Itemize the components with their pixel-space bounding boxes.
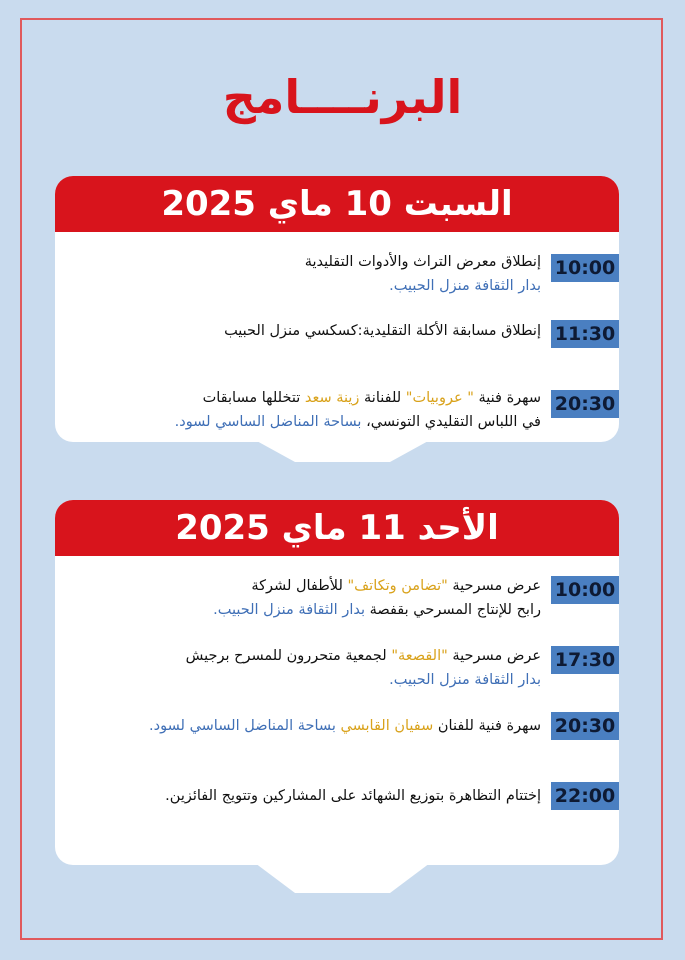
event-time: 20:30	[551, 390, 619, 418]
event-mid: للفنانة	[364, 390, 402, 406]
event-pre: عرض مسرحية	[452, 648, 541, 664]
event-line2: في اللباس التقليدي التونسي،	[366, 414, 541, 430]
day-header: الأحد 11 ماي 2025	[55, 500, 619, 556]
event-title: إختتام التظاهرة بتوزيع الشهائد على المشاركين وتتويج الفائزين.	[165, 788, 541, 804]
event-venue: بساحة المناضل الساسي لسود.	[149, 718, 336, 734]
event-row	[55, 390, 619, 440]
event-row	[55, 646, 619, 696]
event-row	[55, 712, 619, 742]
event-line2: رابح للإنتاج المسرحي بقفصة	[369, 602, 541, 618]
event-description	[71, 574, 541, 622]
event-post: تتخللها مسابقات	[202, 390, 301, 406]
day-card-saturday	[55, 176, 619, 442]
event-description	[71, 386, 541, 434]
card-notch	[255, 863, 430, 893]
event-post: لجمعية متحررون للمسرح برجيش	[185, 648, 387, 664]
event-row	[55, 254, 619, 304]
event-time: 20:30	[551, 712, 619, 740]
event-venue: بساحة المناضل الساسي لسود.	[174, 414, 362, 430]
day-card-sunday	[55, 500, 619, 865]
event-post: للأطفال لشركة	[251, 578, 343, 594]
event-time: 22:00	[551, 782, 619, 810]
event-description	[71, 644, 541, 692]
event-pre: سهرة فنية	[478, 390, 541, 406]
event-highlight: "القصعة"	[391, 648, 448, 664]
event-highlight: " عروبيات"	[405, 390, 474, 406]
card-notch	[255, 440, 430, 462]
event-title: إنطلاق مسابقة الأكلة التقليدية:كسكسي منزل الحبيب	[224, 323, 541, 339]
event-artist: زينة سعد	[304, 390, 360, 406]
event-time: 10:00	[551, 254, 619, 282]
event-title: إنطلاق معرض التراث والأدوات التقليدية	[304, 254, 541, 270]
event-description	[71, 250, 541, 298]
event-pre: سهرة فنية للفنان	[437, 718, 541, 734]
event-time: 11:30	[551, 320, 619, 348]
event-row	[55, 576, 619, 626]
event-artist: سفيان القابسي	[340, 718, 434, 734]
day-header: السبت 10 ماي 2025	[55, 176, 619, 232]
event-row	[55, 320, 619, 350]
event-venue: بدار الثقافة منزل الحبيب.	[213, 602, 365, 618]
event-description	[71, 319, 541, 343]
event-pre: عرض مسرحية	[452, 578, 541, 594]
page-title: البرنــــامج	[222, 70, 463, 124]
event-highlight: "تضامن وتكاتف"	[347, 578, 448, 594]
event-description	[71, 714, 541, 738]
event-time: 17:30	[551, 646, 619, 674]
event-description	[71, 784, 541, 808]
event-venue: بدار الثقافة منزل الحبيب.	[389, 278, 541, 294]
event-row	[55, 782, 619, 812]
event-time: 10:00	[551, 576, 619, 604]
event-venue: بدار الثقافة منزل الحبيب.	[389, 672, 541, 688]
